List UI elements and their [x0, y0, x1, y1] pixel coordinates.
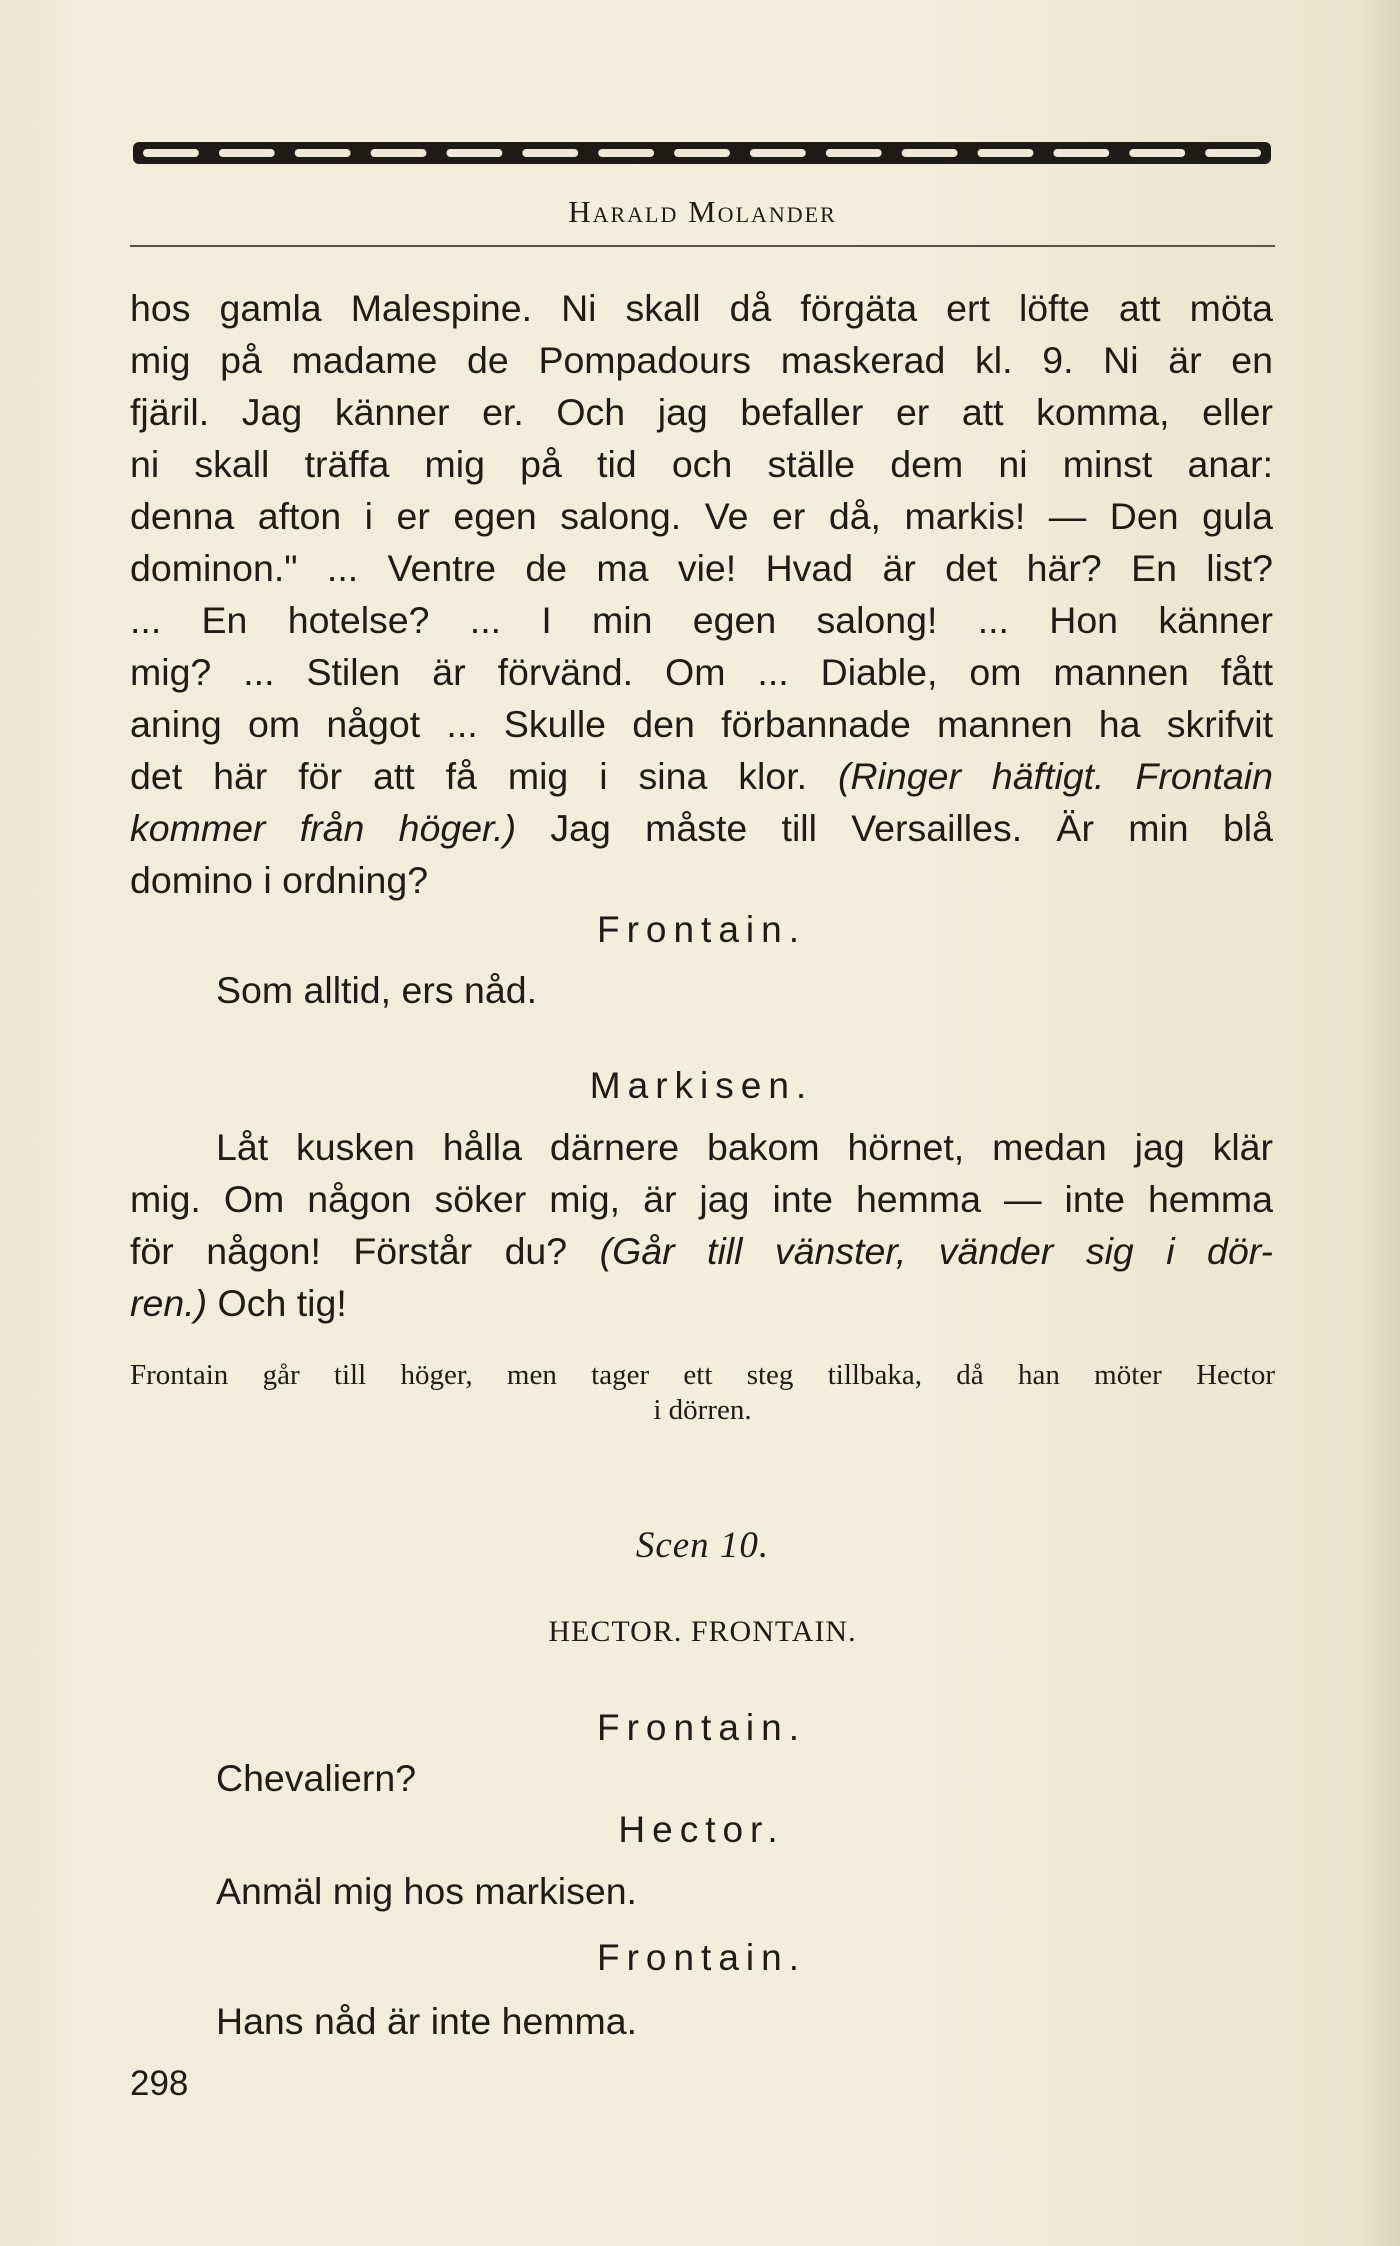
text-line: Som alltid, ers nåd. — [216, 969, 537, 1011]
text-line: fjäril. Jag känner er. Och jag befaller er att komma, eller — [130, 391, 1273, 433]
speaker-heading — [130, 1702, 1273, 1754]
speaker-name: Frontain. — [596, 909, 806, 950]
text-line — [130, 1277, 1273, 1329]
text-line: Hans nåd är inte hemma. — [216, 2000, 638, 2042]
chain-link — [295, 149, 351, 157]
stage-direction-inline: ren.) — [130, 1282, 208, 1324]
text-line: mig? ... Stilen är förvänd. Om ... Diable, om mannen fått — [130, 651, 1273, 693]
stage-direction-line: Frontain går till höger, men tager ett steg tillbaka, då han möter Hector — [130, 1359, 1275, 1391]
chain-link — [522, 149, 578, 157]
speaker-heading — [130, 1804, 1273, 1856]
page-number: 298 — [130, 2064, 189, 2103]
speaker-name: Markisen. — [589, 1065, 814, 1106]
chain-link — [446, 149, 502, 157]
text-line: aning om något ... Skulle den förbannade mannen ha skrifvit — [130, 703, 1273, 745]
chain-link — [826, 149, 882, 157]
text-line: ni skall träffa mig på tid och ställe dem ni minst anar: — [130, 443, 1273, 485]
text-line: mig. Om någon söker mig, är jag inte hemma — inte hemma — [130, 1178, 1273, 1220]
text-line: denna afton i er egen salong. Ve er då, markis! — Den gula — [130, 495, 1273, 537]
chain-link — [1129, 149, 1185, 157]
text-line: Anmäl mig hos markisen. — [216, 1870, 637, 1912]
speech-block-1 — [130, 282, 1273, 906]
text-line — [130, 750, 1273, 802]
chain-link — [143, 149, 199, 157]
header-rule — [130, 245, 1275, 247]
stage-direction-inline: (Går till vänster, vänder sig i dör- — [599, 1230, 1274, 1272]
chain-link — [598, 149, 654, 157]
chain-link — [978, 149, 1034, 157]
speaker-heading — [130, 1932, 1273, 1984]
speech-block-2 — [130, 964, 1273, 1016]
stage-direction — [130, 1358, 1275, 1428]
text-line — [130, 1225, 1273, 1277]
speaker-heading — [130, 904, 1273, 956]
text-span: det här för att få mig i sina klor. — [130, 755, 838, 797]
text-line: domino i ordning? — [130, 859, 429, 901]
chain-link — [902, 149, 958, 157]
text-line: Låt kusken hålla därnere bakom hörnet, medan jag klär — [216, 1126, 1273, 1168]
text-span: Och tig! — [207, 1282, 347, 1324]
text-span: Jag måste till Versailles. Är min blå — [516, 807, 1273, 849]
speaker-name: Hector. — [618, 1809, 785, 1850]
chain-link — [750, 149, 806, 157]
stage-direction-inline: kommer från höger.) — [130, 807, 517, 849]
stage-direction-inline: (Ringer häftigt. Frontain — [837, 755, 1273, 797]
text-line: dominon." ... Ventre de ma vie! Hvad är det här? En list? — [130, 547, 1273, 589]
speaker-name: Frontain. — [596, 1937, 806, 1978]
text-line — [130, 802, 1273, 854]
speaker-name: Frontain. — [596, 1707, 806, 1748]
chain-link — [219, 149, 275, 157]
speaker-heading — [130, 1060, 1273, 1112]
dialogue-line — [130, 1995, 1273, 2047]
stage-direction-line: i dörren. — [653, 1394, 752, 1426]
chain-link — [371, 149, 427, 157]
dialogue-line — [130, 1865, 1273, 1917]
scene-characters: HECTOR. FRONTAIN. — [548, 1615, 857, 1648]
text-line: Chevaliern? — [216, 1757, 417, 1799]
text-line: hos gamla Malespine. Ni skall då förgäta ert löfte att möta — [130, 287, 1273, 329]
running-head: Harald Molander — [568, 194, 837, 229]
dialogue-line — [130, 1752, 1273, 1804]
chain-ornament-border — [133, 138, 1271, 168]
speech-block-3 — [130, 1121, 1273, 1329]
text-line: ... En hotelse? ... I min egen salong! ... Hon känner — [130, 599, 1273, 641]
text-line: mig på madame de Pompadours maskerad kl. 9. Ni är en — [130, 339, 1273, 381]
chain-link — [1053, 149, 1109, 157]
scene-title: Scen 10. — [635, 1525, 770, 1566]
text-span: för någon! Förstår du? — [130, 1230, 600, 1272]
chain-link — [1205, 149, 1261, 157]
chain-link — [674, 149, 730, 157]
